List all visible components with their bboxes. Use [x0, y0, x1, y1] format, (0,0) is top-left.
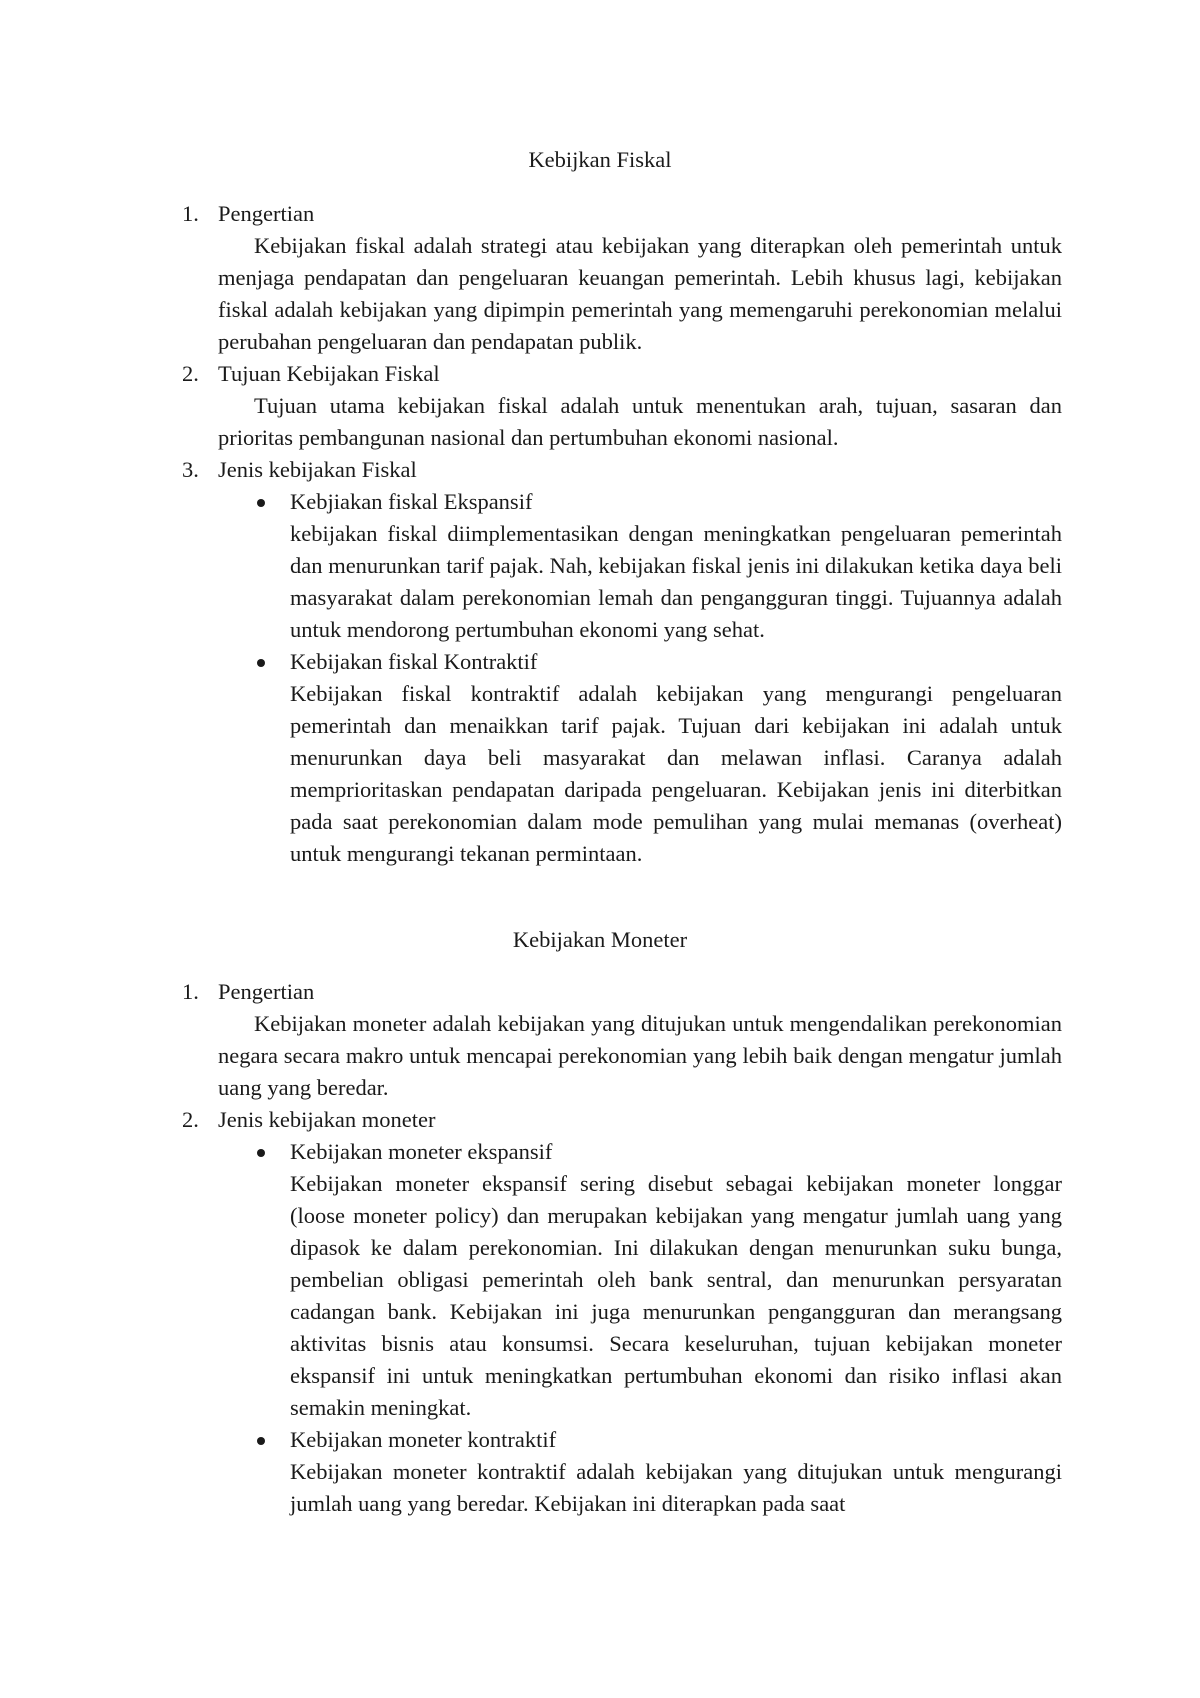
- bullet-paragraph: Kebijakan fiskal kontraktif adalah kebijakan yang mengurangi pengeluaran pemerintah dan menaikkan tarif pajak. Tujuan dari kebijakan ini adalah untuk menurunkan daya beli masyarakat dan melawan inflasi. Caranya adalah memprioritaskan pendapatan daripada pengeluaran. Kebijakan jenis ini diterbitkan pada saat perekonomian dalam mode pemulihan yang mulai memanas (overheat) untuk mengurangi tekanan permintaan.: [290, 681, 1062, 866]
- bullet-paragraph: Kebijakan moneter kontraktif adalah kebijakan yang ditujukan untuk mengurangi jumlah uang yang beredar. Kebijakan ini diterapkan pada saat: [290, 1459, 1062, 1516]
- bullet-item: [0, 486, 1200, 518]
- heading-text: Jenis kebijakan Fiskal: [218, 457, 417, 482]
- section-heading: [0, 976, 1200, 1008]
- section-heading: [0, 454, 1200, 486]
- bullet-icon: [257, 1149, 265, 1157]
- bullet-label: Kebjiakan fiskal Ekspansif: [290, 489, 533, 514]
- page-title: Kebijkan Fiskal: [528, 147, 672, 172]
- bullet-icon: [257, 1437, 265, 1445]
- bullet-label: Kebijakan moneter ekspansif: [290, 1139, 553, 1164]
- bullet-paragraph: Kebijakan moneter ekspansif sering disebut sebagai kebijakan moneter longgar (loose moneter policy) dan merupakan kebijakan yang mengatur jumlah uang yang dipasok ke dalam perekonomian. Ini dilakukan dengan menurunkan suku bunga, pembelian obligasi pemerintah oleh bank sentral, dan menurunkan persyaratan cadangan bank. Kebijakan ini juga menurunkan pengangguran dan merangsang aktivitas bisnis atau konsumsi. Secara keseluruhan, tujuan kebijakan moneter ekspansif ini untuk meningkatkan pertumbuhan ekonomi dan risiko inflasi akan semakin meningkat.: [290, 1171, 1062, 1420]
- paragraph: Kebijakan moneter adalah kebijakan yang ditujukan untuk mengendalikan perekonomian negara secara makro untuk mencapai perekonomian yang lebih baik dengan mengatur jumlah uang yang beredar.: [218, 1011, 1062, 1100]
- section-heading: [0, 198, 1200, 230]
- fiskal-section: [0, 198, 1200, 870]
- bullet-label: Kebijakan fiskal Kontraktif: [290, 649, 538, 674]
- list-number: 3.: [182, 457, 199, 482]
- heading-text: Tujuan Kebijakan Fiskal: [218, 361, 440, 386]
- section-title: Kebijakan Moneter: [512, 927, 688, 952]
- heading-text: Jenis kebijakan moneter: [218, 1107, 436, 1132]
- list-number: 2.: [182, 361, 199, 386]
- list-number: 1.: [182, 201, 199, 226]
- bullet-paragraph: kebijakan fiskal diimplementasikan dengan meningkatkan pengeluaran pemerintah dan menurunkan tarif pajak. Nah, kebijakan fiskal jenis ini dilakukan ketika daya beli masyarakat dalam perekonomian lemah dan pengangguran tinggi. Tujuannya adalah untuk mendorong pertumbuhan ekonomi yang sehat.: [290, 521, 1062, 642]
- heading-text: Pengertian: [218, 201, 315, 226]
- bullet-item: [0, 1424, 1200, 1456]
- section-heading: [0, 1104, 1200, 1136]
- bullet-icon: [257, 659, 265, 667]
- bullet-item: [0, 646, 1200, 678]
- section-heading: [0, 358, 1200, 390]
- paragraph: Kebijakan fiskal adalah strategi atau kebijakan yang diterapkan oleh pemerintah untuk menjaga pendapatan dan pengeluaran keuangan pemerintah. Lebih khusus lagi, kebijakan fiskal adalah kebijakan yang dipimpin pemerintah yang memengaruhi perekonomian melalui perubahan pengeluaran dan pendapatan publik.: [218, 233, 1062, 354]
- bullet-icon: [257, 499, 265, 507]
- paragraph: Tujuan utama kebijakan fiskal adalah untuk menentukan arah, tujuan, sasaran dan prioritas pembangunan nasional dan pertumbuhan ekonomi nasional.: [218, 393, 1062, 450]
- list-number: 2.: [182, 1107, 199, 1132]
- bullet-label: Kebijakan moneter kontraktif: [290, 1427, 557, 1452]
- list-number: 1.: [182, 979, 199, 1004]
- bullet-item: [0, 1136, 1200, 1168]
- heading-text: Pengertian: [218, 979, 315, 1004]
- moneter-section: [0, 976, 1200, 1520]
